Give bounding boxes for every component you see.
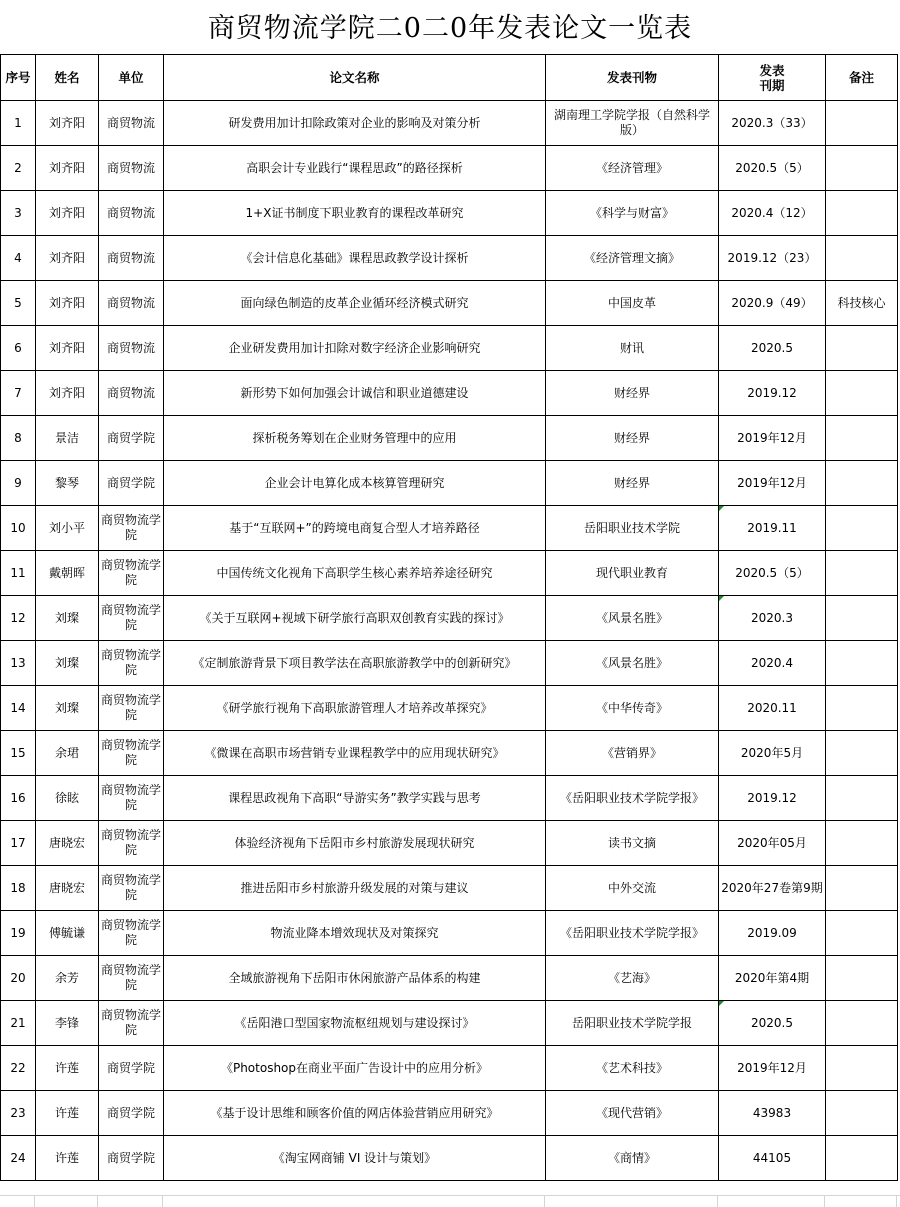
cell-index: 7 — [1, 371, 36, 416]
cell-issue: 2020.3 — [719, 596, 826, 641]
table-row — [1, 866, 898, 911]
cell-author: 徐眩 — [36, 776, 99, 821]
cell-paper-title: 《关于互联网+视域下研学旅行高职双创教育实践的探讨》 — [164, 596, 546, 641]
cell-issue: 2020年第4期 — [719, 956, 826, 1001]
cell-unit: 商贸物流学院 — [99, 551, 164, 596]
page-title: 商贸物流学院二0二0年发表论文一览表 — [207, 13, 693, 44]
cell-paper-title: 企业会计电算化成本核算管理研究 — [164, 461, 546, 506]
cell-unit: 商贸物流学院 — [99, 776, 164, 821]
table-row — [1, 101, 898, 146]
cell-issue: 2019年12月 — [719, 461, 826, 506]
cell-journal: 《中华传奇》 — [546, 686, 719, 731]
cell-issue: 2020.11 — [719, 686, 826, 731]
cell-journal: 中国皮革 — [546, 281, 719, 326]
cell-unit: 商贸物流学院 — [99, 686, 164, 731]
cell-note — [826, 371, 898, 416]
cell-journal: 岳阳职业技术学院学报 — [546, 1001, 719, 1046]
cell-issue: 2020.9（49） — [719, 281, 826, 326]
cell-author: 余芳 — [36, 956, 99, 1001]
cell-note — [826, 1136, 898, 1181]
cell-issue: 2020.5 — [719, 1001, 826, 1046]
cell-journal: 《现代营销》 — [546, 1091, 719, 1136]
cell-issue: 2020.4（12） — [719, 191, 826, 236]
cell-unit: 商贸物流 — [99, 236, 164, 281]
cell-author: 唐晓宏 — [36, 866, 99, 911]
papers-table — [0, 54, 898, 1181]
cell-index: 13 — [1, 641, 36, 686]
cell-index: 2 — [1, 146, 36, 191]
cell-journal: 《艺术科技》 — [546, 1046, 719, 1091]
table-row — [1, 731, 898, 776]
cell-index: 14 — [1, 686, 36, 731]
cell-index: 19 — [1, 911, 36, 956]
table-row — [1, 686, 898, 731]
cell-index: 8 — [1, 416, 36, 461]
cell-unit: 商贸学院 — [99, 461, 164, 506]
cell-paper-title: 物流业降本增效现状及对策探究 — [164, 911, 546, 956]
cell-author: 刘齐阳 — [36, 326, 99, 371]
cell-unit: 商贸物流学院 — [99, 866, 164, 911]
table-row — [1, 956, 898, 1001]
cell-unit: 商贸学院 — [99, 1136, 164, 1181]
cell-paper-title: 探析税务筹划在企业财务管理中的应用 — [164, 416, 546, 461]
cell-issue: 2019年12月 — [719, 1046, 826, 1091]
table-row — [1, 416, 898, 461]
cell-note — [826, 866, 898, 911]
cell-note — [826, 101, 898, 146]
cell-author: 傅毓谦 — [36, 911, 99, 956]
cell-index: 5 — [1, 281, 36, 326]
header-row — [1, 55, 898, 101]
cell-journal: 湖南理工学院学报（自然科学版） — [546, 101, 719, 146]
cell-journal: 财经界 — [546, 416, 719, 461]
cell-unit: 商贸物流 — [99, 281, 164, 326]
cell-author: 刘小平 — [36, 506, 99, 551]
cell-index: 22 — [1, 1046, 36, 1091]
cell-note — [826, 461, 898, 506]
cell-note — [826, 1001, 898, 1046]
header-issue — [719, 55, 826, 101]
cell-issue: 2020年27卷第9期 — [719, 866, 826, 911]
cell-author: 余珺 — [36, 731, 99, 776]
cell-paper-title: 《定制旅游背景下项目教学法在高职旅游教学中的创新研究》 — [164, 641, 546, 686]
cell-index: 12 — [1, 596, 36, 641]
cell-unit: 商贸物流学院 — [99, 731, 164, 776]
cell-issue: 43983 — [719, 1091, 826, 1136]
cell-index: 10 — [1, 506, 36, 551]
cell-issue: 44105 — [719, 1136, 826, 1181]
cell-note — [826, 416, 898, 461]
cell-author: 许莲 — [36, 1046, 99, 1091]
cell-note — [826, 641, 898, 686]
cell-author: 黎琴 — [36, 461, 99, 506]
cell-author: 许莲 — [36, 1091, 99, 1136]
cell-index: 18 — [1, 866, 36, 911]
cell-unit: 商贸物流学院 — [99, 641, 164, 686]
table-row — [1, 1001, 898, 1046]
cell-journal: 《岳阳职业技术学院学报》 — [546, 911, 719, 956]
table-row — [1, 146, 898, 191]
cell-journal: 现代职业教育 — [546, 551, 719, 596]
cell-issue: 2019.12 — [719, 371, 826, 416]
grid-line — [97, 1196, 98, 1207]
cell-paper-title: 体验经济视角下岳阳市乡村旅游发展现状研究 — [164, 821, 546, 866]
cell-issue: 2020年5月 — [719, 731, 826, 776]
cell-index: 17 — [1, 821, 36, 866]
grid-line — [896, 1196, 897, 1207]
cell-paper-title: 《会计信息化基础》课程思政教学设计探析 — [164, 236, 546, 281]
cell-paper-title: 企业研发费用加计扣除对数字经济企业影响研究 — [164, 326, 546, 371]
cell-unit: 商贸学院 — [99, 416, 164, 461]
cell-paper-title: 新形势下如何加强会计诚信和职业道德建设 — [164, 371, 546, 416]
table-row — [1, 506, 898, 551]
sheet-grid-bottom — [0, 1195, 900, 1207]
cell-issue: 2020.4 — [719, 641, 826, 686]
cell-author: 景洁 — [36, 416, 99, 461]
cell-note — [826, 596, 898, 641]
cell-journal: 财讯 — [546, 326, 719, 371]
cell-journal: 《经济管理》 — [546, 146, 719, 191]
header-note: 备注 — [826, 55, 898, 101]
cell-journal: 《岳阳职业技术学院学报》 — [546, 776, 719, 821]
cell-note — [826, 191, 898, 236]
header-issue-line1: 发表 — [759, 62, 785, 78]
grid-line — [34, 1196, 35, 1207]
cell-journal: 财经界 — [546, 371, 719, 416]
table-row — [1, 281, 898, 326]
cell-journal: 读书文摘 — [546, 821, 719, 866]
cell-author: 刘璨 — [36, 686, 99, 731]
cell-unit: 商贸物流学院 — [99, 956, 164, 1001]
cell-unit: 商贸物流学院 — [99, 1001, 164, 1046]
cell-note — [826, 821, 898, 866]
header-issue-line2: 刊期 — [759, 77, 785, 93]
cell-index: 11 — [1, 551, 36, 596]
cell-journal: 岳阳职业技术学院 — [546, 506, 719, 551]
cell-unit: 商贸物流 — [99, 146, 164, 191]
table-row — [1, 911, 898, 956]
cell-index: 21 — [1, 1001, 36, 1046]
cell-journal: 《风景名胜》 — [546, 641, 719, 686]
cell-unit: 商贸物流学院 — [99, 506, 164, 551]
table-row — [1, 776, 898, 821]
header-paper: 论文名称 — [164, 55, 546, 101]
cell-issue: 2019年12月 — [719, 416, 826, 461]
cell-note — [826, 686, 898, 731]
cell-paper-title: 《微课在高职市场营销专业课程教学中的应用现状研究》 — [164, 731, 546, 776]
cell-paper-title: 《研学旅行视角下高职旅游管理人才培养改革探究》 — [164, 686, 546, 731]
cell-paper-title: 中国传统文化视角下高职学生核心素养培养途径研究 — [164, 551, 546, 596]
cell-paper-title: 高职会计专业践行“课程思政”的路径探析 — [164, 146, 546, 191]
cell-paper-title: 《Photoshop在商业平面广告设计中的应用分析》 — [164, 1046, 546, 1091]
table-row — [1, 236, 898, 281]
cell-issue: 2019.11 — [719, 506, 826, 551]
cell-paper-title: 研发费用加计扣除政策对企业的影响及对策分析 — [164, 101, 546, 146]
table-row — [1, 641, 898, 686]
cell-paper-title: 推进岳阳市乡村旅游升级发展的对策与建议 — [164, 866, 546, 911]
cell-note — [826, 326, 898, 371]
cell-issue: 2020年05月 — [719, 821, 826, 866]
cell-unit: 商贸物流 — [99, 191, 164, 236]
cell-paper-title: 基于“互联网+”的跨境电商复合型人才培养路径 — [164, 506, 546, 551]
cell-author: 刘璨 — [36, 641, 99, 686]
table-row — [1, 596, 898, 641]
cell-note — [826, 956, 898, 1001]
cell-index: 4 — [1, 236, 36, 281]
table-row — [1, 1136, 898, 1181]
cell-index: 3 — [1, 191, 36, 236]
cell-author: 刘齐阳 — [36, 191, 99, 236]
cell-author: 戴朝晖 — [36, 551, 99, 596]
cell-author: 许莲 — [36, 1136, 99, 1181]
grid-line — [544, 1196, 545, 1207]
cell-author: 刘齐阳 — [36, 281, 99, 326]
cell-issue: 2020.5（5） — [719, 551, 826, 596]
cell-author: 刘齐阳 — [36, 236, 99, 281]
cell-index: 20 — [1, 956, 36, 1001]
cell-issue: 2020.5 — [719, 326, 826, 371]
cell-journal: 《经济管理文摘》 — [546, 236, 719, 281]
cell-journal: 《科学与财富》 — [546, 191, 719, 236]
cell-journal: 《营销界》 — [546, 731, 719, 776]
cell-paper-title: 《岳阳港口型国家物流枢纽规划与建设探讨》 — [164, 1001, 546, 1046]
cell-index: 1 — [1, 101, 36, 146]
cell-unit: 商贸物流学院 — [99, 596, 164, 641]
cell-paper-title: 《基于设计思维和顾客价值的网店体验营销应用研究》 — [164, 1091, 546, 1136]
cell-note — [826, 731, 898, 776]
cell-index: 24 — [1, 1136, 36, 1181]
cell-issue: 2020.5（5） — [719, 146, 826, 191]
cell-unit: 商贸物流 — [99, 326, 164, 371]
header-index: 序号 — [1, 55, 36, 101]
table-row — [1, 551, 898, 596]
header-name: 姓名 — [36, 55, 99, 101]
cell-issue: 2019.12（23） — [719, 236, 826, 281]
cell-index: 9 — [1, 461, 36, 506]
cell-note — [826, 776, 898, 821]
grid-line — [717, 1196, 718, 1207]
cell-paper-title: 面向绿色制造的皮革企业循环经济模式研究 — [164, 281, 546, 326]
cell-note — [826, 1046, 898, 1091]
cell-index: 16 — [1, 776, 36, 821]
cell-journal: 《商情》 — [546, 1136, 719, 1181]
cell-journal: 财经界 — [546, 461, 719, 506]
cell-unit: 商贸物流 — [99, 101, 164, 146]
table-row — [1, 821, 898, 866]
cell-paper-title: 《淘宝网商铺 VI 设计与策划》 — [164, 1136, 546, 1181]
cell-issue: 2019.12 — [719, 776, 826, 821]
cell-author: 唐晓宏 — [36, 821, 99, 866]
cell-paper-title: 全域旅游视角下岳阳市休闲旅游产品体系的构建 — [164, 956, 546, 1001]
cell-paper-title: 课程思政视角下高职“导游实务”教学实践与思考 — [164, 776, 546, 821]
cell-index: 6 — [1, 326, 36, 371]
cell-unit: 商贸物流 — [99, 371, 164, 416]
cell-author: 刘璨 — [36, 596, 99, 641]
cell-journal: 《艺海》 — [546, 956, 719, 1001]
cell-note — [826, 1091, 898, 1136]
cell-note — [826, 551, 898, 596]
cell-index: 15 — [1, 731, 36, 776]
cell-note — [826, 236, 898, 281]
cell-unit: 商贸物流学院 — [99, 821, 164, 866]
header-journal: 发表刊物 — [546, 55, 719, 101]
grid-line — [824, 1196, 825, 1207]
cell-note: 科技核心 — [826, 281, 898, 326]
table-row — [1, 1046, 898, 1091]
cell-author: 李锋 — [36, 1001, 99, 1046]
table-row — [1, 1091, 898, 1136]
cell-unit: 商贸物流学院 — [99, 911, 164, 956]
table-row — [1, 191, 898, 236]
table-row — [1, 461, 898, 506]
cell-note — [826, 911, 898, 956]
cell-note — [826, 146, 898, 191]
cell-note — [826, 506, 898, 551]
cell-index: 23 — [1, 1091, 36, 1136]
cell-author: 刘齐阳 — [36, 146, 99, 191]
header-unit: 单位 — [99, 55, 164, 101]
cell-paper-title: 1+X证书制度下职业教育的课程改革研究 — [164, 191, 546, 236]
cell-issue: 2019.09 — [719, 911, 826, 956]
cell-journal: 中外交流 — [546, 866, 719, 911]
cell-issue: 2020.3（33） — [719, 101, 826, 146]
table-row — [1, 371, 898, 416]
cell-author: 刘齐阳 — [36, 101, 99, 146]
table-row — [1, 326, 898, 371]
cell-author: 刘齐阳 — [36, 371, 99, 416]
cell-journal: 《风景名胜》 — [546, 596, 719, 641]
grid-line — [162, 1196, 163, 1207]
cell-unit: 商贸学院 — [99, 1091, 164, 1136]
cell-unit: 商贸学院 — [99, 1046, 164, 1091]
